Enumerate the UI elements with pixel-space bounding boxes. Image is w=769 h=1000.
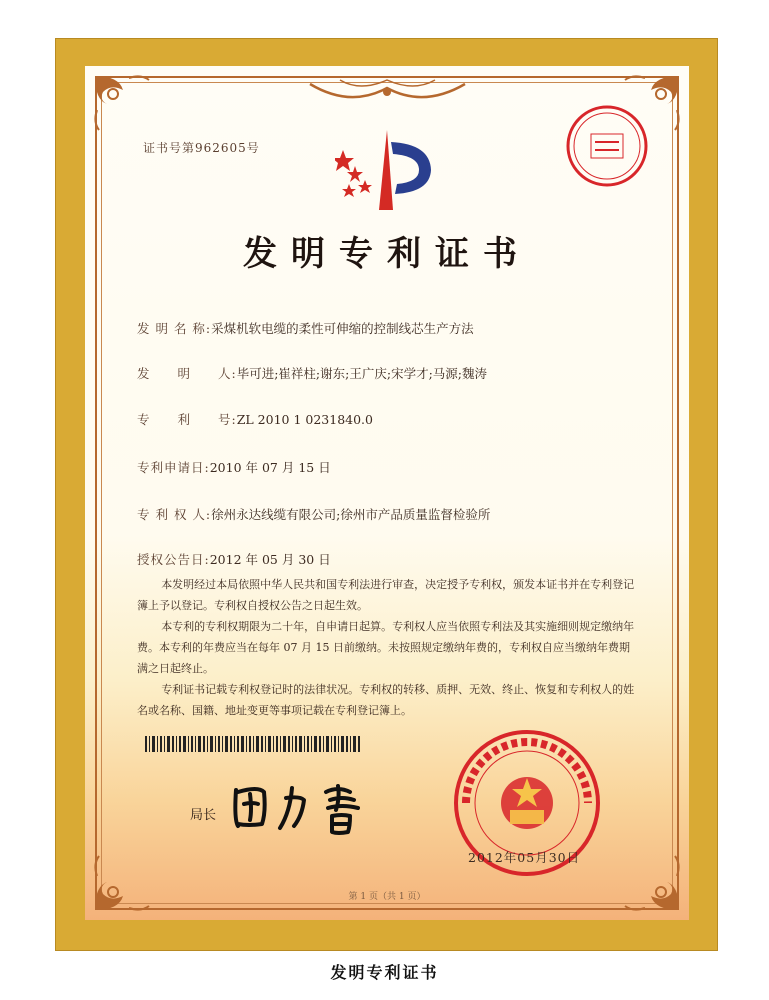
document-title: 发明专利证书	[243, 234, 531, 274]
corner-ornament-icon	[615, 846, 685, 916]
field-value: 2012 年 05 月 30 日	[209, 552, 331, 567]
barcode-icon	[145, 736, 360, 752]
field-value: 2010 年 07 月 15 日	[209, 460, 331, 475]
certificate-body	[137, 574, 637, 721]
top-ornament-icon	[300, 74, 475, 110]
field-label: 专利申请日:	[137, 460, 210, 475]
field-value: 毕可进;崔祥柱;谢东;王广庆;宋学才;马源;魏涛	[236, 366, 487, 381]
director-label: 局长	[190, 808, 217, 823]
field-label: 授权公告日:	[137, 552, 210, 567]
corner-ornament-icon	[89, 846, 159, 916]
field-invention-name	[137, 319, 474, 337]
certificate-number: 证书号第962605号	[143, 141, 260, 155]
field-inventors	[137, 364, 487, 382]
field-value: 徐州永达线缆有限公司;徐州市产品质量监督检验所	[211, 507, 491, 522]
body-paragraph: 本发明经过本局依照中华人民共和国专利法进行审查，决定授予专利权，颁发本证书并在专利登记簿上予以登记。专利权自授权公告之日起生效。	[137, 578, 635, 612]
field-label: 专 利 权 人:	[137, 507, 212, 522]
field-application-date	[137, 458, 331, 476]
field-value: ZL 2010 1 0231840.0	[236, 412, 373, 427]
field-patent-number	[137, 410, 373, 428]
body-paragraph: 专利证书记载专利权登记时的法律状况。专利权的转移、质押、无效、终止、恢复和专利权人的姓名或名称、国籍、地址变更等事项记载在专利登记簿上。	[137, 683, 635, 717]
field-label: 发 明 人:	[137, 366, 237, 381]
page-number: 第 1 页（共 1 页）	[348, 892, 426, 902]
image-caption: 发明专利证书	[330, 963, 439, 982]
certificate-paper	[85, 66, 689, 920]
body-paragraph: 本专利的专利权期限为二十年，自申请日起算。专利权人应当依照专利法及其实施细则规定缴纳年费。本专利的年费应当在每年 07 月 15 日前缴纳。未按照规定缴纳年费的，专利权自应当缴纳年费期满之日起终止。	[137, 620, 635, 675]
agency-stamp-icon	[565, 104, 649, 188]
patent-office-logo-icon	[335, 122, 440, 217]
field-patentee	[137, 505, 490, 523]
seal-date: 2012年05月30日	[468, 850, 581, 865]
field-label: 专 利 号:	[137, 412, 237, 427]
field-label: 发 明 名 称:	[137, 321, 212, 336]
field-value: 采煤机软电缆的柔性可伸缩的控制线芯生产方法	[211, 321, 474, 336]
corner-ornament-icon	[89, 70, 159, 140]
field-grant-date	[137, 550, 331, 568]
director-signature-icon	[230, 776, 380, 838]
